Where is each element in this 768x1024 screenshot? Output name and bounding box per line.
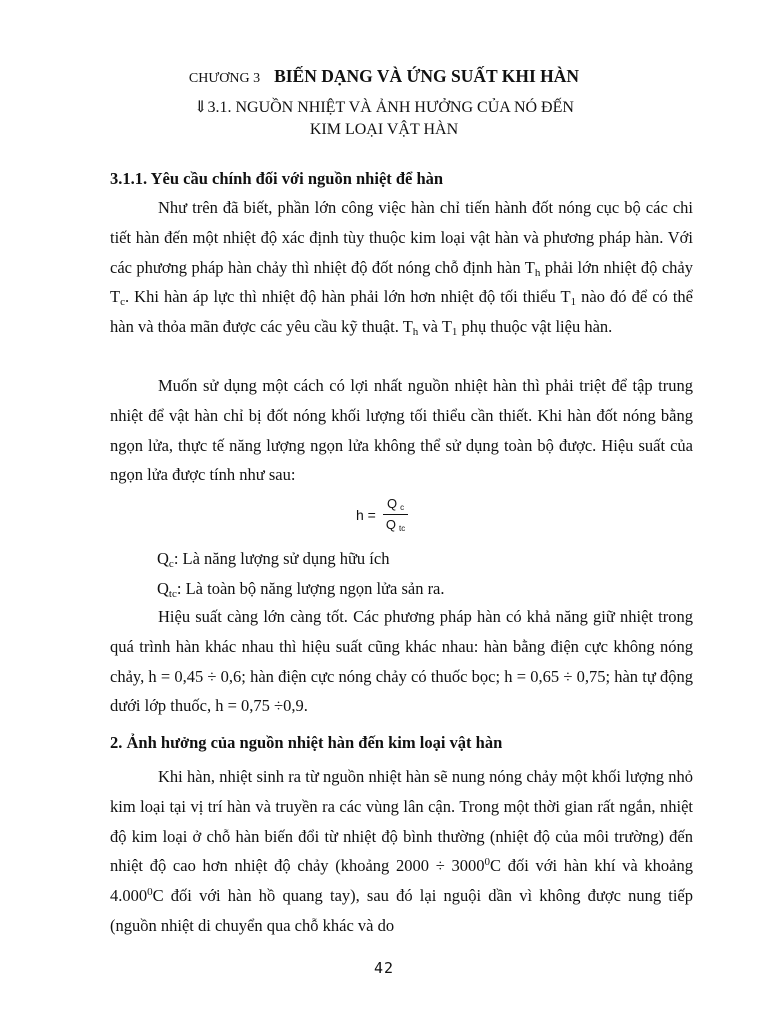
efficiency-formula bbox=[356, 496, 409, 533]
formula-numerator: Q c bbox=[383, 496, 408, 515]
subsection-heading-1: 3.1.1. Yêu cầu chính đối với nguồn nhiệt để hàn bbox=[110, 169, 444, 188]
formula-fraction bbox=[382, 496, 409, 533]
section-title-line1: ⇓3.1. NGUỒN NHIỆT VÀ ẢNH HƯỞNG CỦA NÓ ĐẾN bbox=[194, 99, 574, 116]
formula-denominator: Q tc bbox=[385, 517, 406, 533]
paragraph-efficiency-values: Hiệu suất càng lớn càng tốt. Các phương pháp hàn có khả năng giữ nhiệt trong quá trình hàn khác nhau thì hiệu suất cũng khác nhau: hàn bằng điện cực không nóng chảy, h = 0,45 ÷ 0,6; hàn điện cực nóng chảy có thuốc bọc; h = 0,65 ÷ 0,75; hàn tự động dưới lớp thuốc, h = 0,75 ÷0,9. bbox=[110, 607, 693, 716]
chapter-label: CHƯƠNG 3 bbox=[188, 71, 261, 86]
section-title-line2: KIM LOẠI VẬT HÀN bbox=[309, 121, 459, 138]
subsection-heading-2: 2. Ảnh hưởng của nguồn nhiệt hàn đến kim loại vật hàn bbox=[110, 733, 503, 752]
definition-qc: $Q_c$: Là năng lượng sử dụng hữu ích bbox=[157, 549, 390, 570]
formula-lhs: h = bbox=[356, 506, 376, 523]
page-number: 42 bbox=[373, 959, 395, 977]
paragraph-heat-source-requirements: Như trên đã biết, phần lớn công việc hàn chỉ tiến hành đốt nóng cục bộ các chi tiết hàn đến một nhiệt độ xác định tùy thuộc kim loại vật hàn và phương pháp hàn. Với các phương pháp hàn chảy thì nhiệt độ đốt nóng chỗ định hàn $T_h$ phải lớn nhiệt độ chảy $T_c$. Khi hàn áp lực thì nhiệt độ hàn phải lớn hơn nhiệt độ tối thiểu $T_1$ nào đó để có thể hàn và thỏa mãn được các yêu cầu kỹ thuật. $T_h$ và $T_1$ phụ thuộc vật liệu hàn. bbox=[110, 198, 693, 339]
chapter-heading bbox=[0, 66, 768, 87]
paragraph-flame-efficiency: Muốn sử dụng một cách có lợi nhất nguồn nhiệt hàn thì phải triệt để tập trung nhiệt để vật hàn chỉ bị đốt nóng khối lượng tối thiểu cần thiết. Khi hàn đốt nóng bằng ngọn lửa, thực tế năng lượng ngọn lửa không thể sử dụng toàn bộ được. Hiệu suất của ngọn lửa được tính như sau: bbox=[110, 376, 693, 485]
paragraph-heat-effect: Khi hàn, nhiệt sinh ra từ nguồn nhiệt hàn sẽ nung nóng chảy một khối lượng nhỏ kim loại tại vị trí hàn và truyền ra các vùng lân cận. Trong một thời gian rất ngắn, nhiệt độ kim loại ở chỗ hàn biến đổi từ nhiệt độ bình thường (nhiệt độ của môi trường) đến nhiệt độ cao hơn nhiệt độ chảy (khoảng $2000 \div 3000^0C$ đối với hàn khí và khoảng 4.000$^0$C đối với hàn hồ quang tay), sau đó lại nguội dần vì không được nung tiếp (nguồn nhiệt di chuyển qua chỗ khác và do bbox=[110, 767, 693, 935]
definition-qtc: $Q_{tc}$: Là toàn bộ năng lượng ngọn lửa sản ra. bbox=[157, 579, 445, 600]
chapter-title: BIẾN DẠNG VÀ ỨNG SUẤT KHI HÀN bbox=[274, 66, 580, 86]
section-title bbox=[0, 97, 768, 141]
